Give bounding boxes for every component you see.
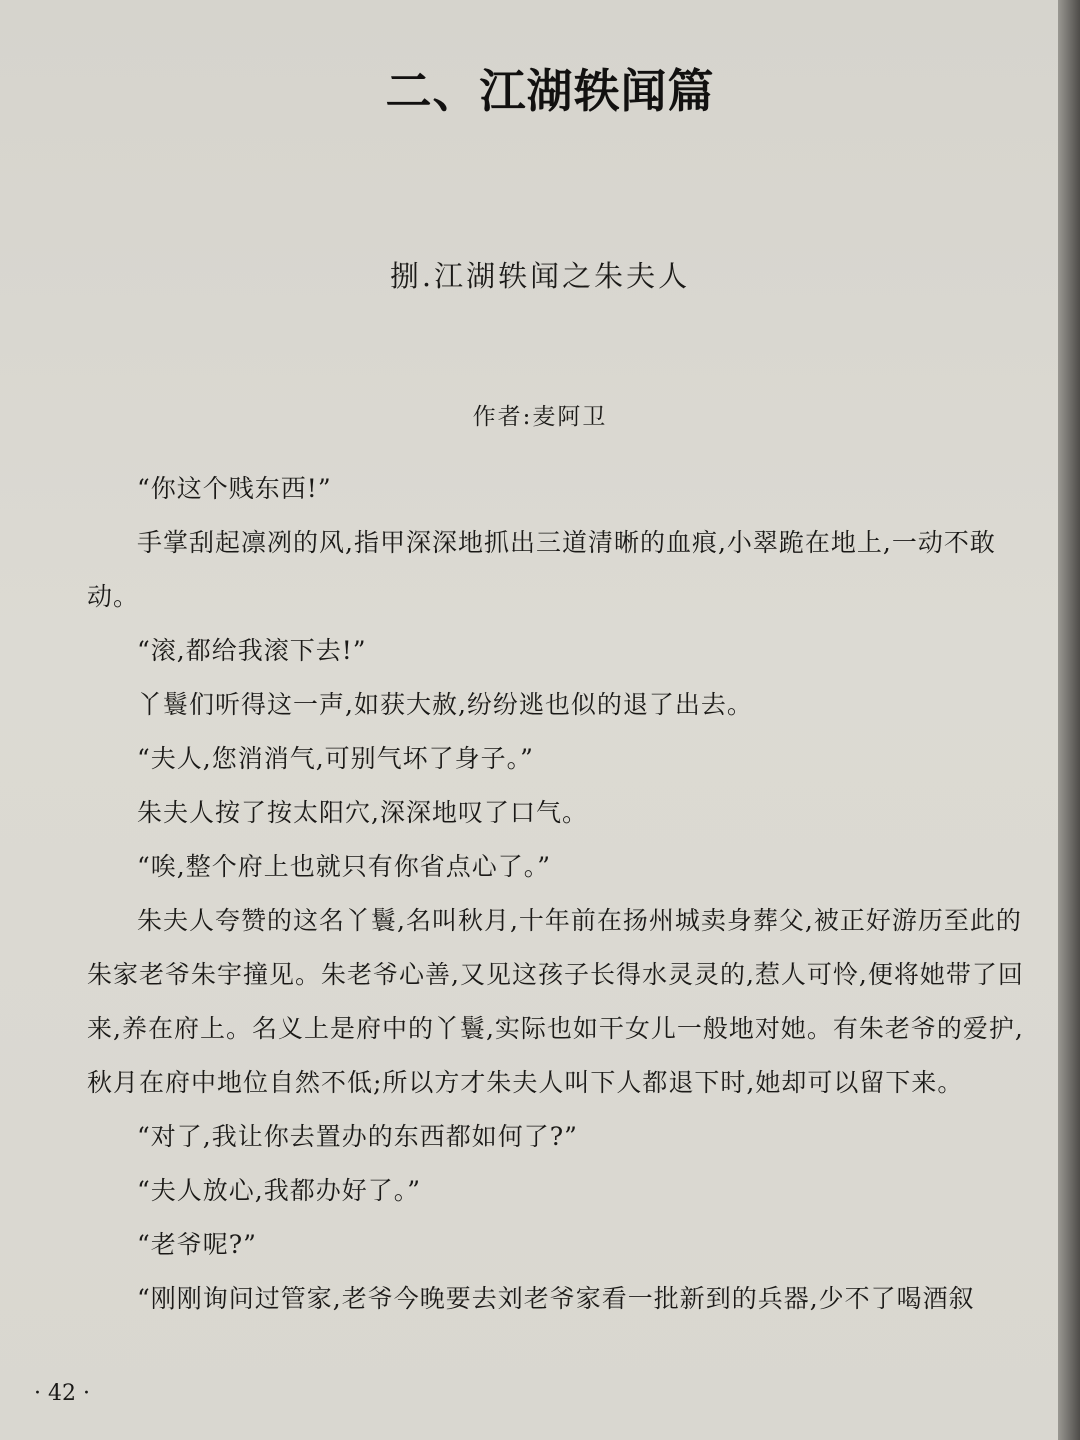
- paragraph: “老爷呢?”: [137, 1230, 257, 1259]
- page-edge: [1058, 0, 1080, 1440]
- author-byline: 作者:麦阿卫: [472, 404, 608, 430]
- paragraph: “夫人,您消消气,可别气坏了身子。”: [137, 744, 534, 773]
- paragraph: “刚刚询问过管家,老爷今晚要去刘老爷家看一批新到的兵器,少不了喝酒叙: [137, 1284, 975, 1313]
- paragraph: “滚,都给我滚下去!”: [137, 636, 367, 665]
- paragraph: 丫鬟们听得这一声,如获大赦,纷纷逃也似的退了出去。: [137, 690, 753, 719]
- paragraph: 朱夫人按了按太阳穴,深深地叹了口气。: [137, 798, 588, 827]
- paragraph: “夫人放心,我都办好了。”: [137, 1176, 422, 1205]
- section-title: 二、江湖轶闻篇: [385, 64, 715, 118]
- article-title: 捌.江湖轶闻之朱夫人: [389, 259, 691, 293]
- paragraph: 朱夫人夸赞的这名丫鬟,名叫秋月,十年前在扬州城卖身葬父,被正好游历至此的朱家老爷朱宇撞见。朱老爷心善,又见这孩子长得水灵灵的,惹人可怜,便将她带了回来,养在府上。名义上是府中的丫鬟,实际也如干女儿一般地对她。有朱老爷的爱护,秋月在府中地位自然不低;所以方才朱夫人叫下人都退下时,她却可以留下来。: [87, 906, 1024, 1097]
- page-number: · 42 ·: [34, 1381, 90, 1406]
- paragraph: 手掌刮起凛冽的风,指甲深深地抓出三道清晰的血痕,小翠跪在地上,一动不敢动。: [87, 528, 996, 611]
- paragraph: “对了,我让你去置办的东西都如何了?”: [137, 1122, 578, 1151]
- paragraph: “你这个贱东西!”: [137, 474, 332, 503]
- paragraph: “唉,整个府上也就只有你省点心了。”: [137, 852, 552, 881]
- article-body: [87, 462, 1042, 1326]
